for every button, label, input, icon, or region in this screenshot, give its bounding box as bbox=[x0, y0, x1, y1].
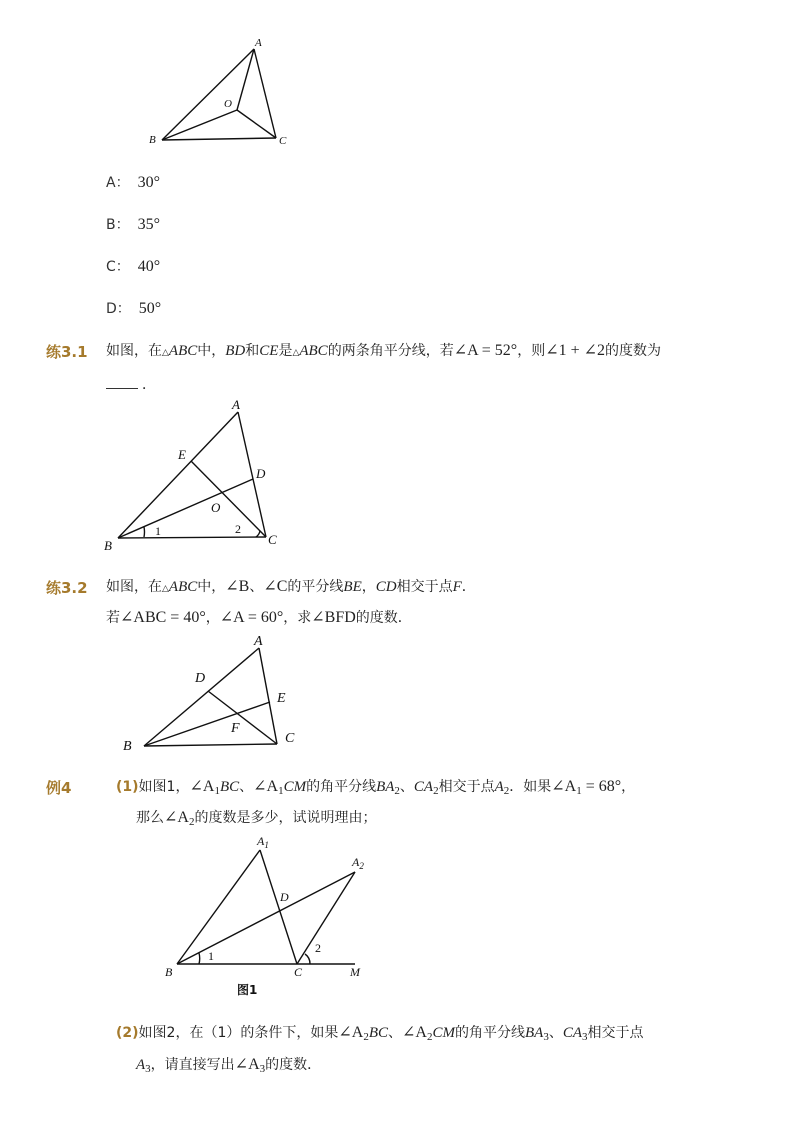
edge-bc bbox=[144, 744, 277, 746]
point-o-label: O bbox=[211, 500, 221, 515]
example-4-part1-line1: (1)如图1，$\angle A_1BC$、$\angle A_1CM$的角平分线$BA_2$、$CA_2$相交于点$A_2$．如果$\angle A_1 = 68^\circ$， bbox=[116, 778, 636, 797]
bisector-b-a2 bbox=[177, 872, 355, 964]
point-a1-label: $A_1$ bbox=[257, 834, 269, 850]
angle-2-arc bbox=[256, 531, 260, 537]
example-4-part2-line1: (2)如图2，在（1）的条件下，如果$\angle A_2BC$、$\angle A_2CM$的角平分线$BA_3$、$CA_3$相交于点 bbox=[116, 1024, 644, 1043]
bisector-cd bbox=[208, 691, 277, 744]
point-a-label: A bbox=[254, 634, 263, 649]
point-c-label: C bbox=[294, 965, 303, 979]
edge-ac bbox=[259, 648, 277, 744]
exercise-3-1-text: 如图，在△ABC中，BD和CE是△ABC的两条角平分线，若∠A = 52°，则∠1 + ∠2的度数为 bbox=[106, 342, 662, 359]
angle-2-arc bbox=[305, 954, 310, 964]
point-o-label: O bbox=[224, 98, 232, 110]
edge-bc bbox=[118, 537, 266, 538]
option-value: 40° bbox=[137, 258, 161, 275]
example-4-part1-line2: 那么$\angle A_2$的度数是多少，试说明理由； bbox=[136, 809, 377, 828]
edge-ab bbox=[162, 49, 254, 140]
option-a[interactable] bbox=[106, 172, 160, 192]
point-c-label: C bbox=[279, 135, 287, 147]
option-b[interactable] bbox=[106, 214, 160, 234]
example-label-4: 例4 bbox=[46, 779, 72, 797]
angle-1-label: 1 bbox=[208, 949, 214, 963]
answer-blank-line[interactable]: ． bbox=[106, 374, 156, 396]
option-letter: D： bbox=[106, 301, 131, 317]
angle-1-label: 1 bbox=[155, 524, 161, 538]
edge-ab bbox=[118, 412, 238, 538]
edge-bo bbox=[162, 110, 237, 140]
point-b-label: B bbox=[123, 739, 132, 754]
angle-1-arc bbox=[199, 953, 200, 964]
exercise-3-2-line1: 如图，在△ABC中，∠B、∠C的平分线BE，CD相交于点F． bbox=[106, 578, 476, 595]
point-d-label: D bbox=[280, 890, 289, 904]
point-c-label: C bbox=[285, 731, 295, 746]
example-4-part2-line2: $A_3$，请直接写出$\angle A_3$的度数． bbox=[136, 1056, 322, 1075]
figure-3-2 bbox=[115, 630, 315, 756]
exercise-3-2-line2: 若∠ABC = 40°，∠A = 60°，求∠BFD的度数． bbox=[106, 609, 412, 626]
figure-caption: 图1 bbox=[237, 983, 258, 997]
angle-2-label: 2 bbox=[315, 941, 321, 955]
point-d-label: D bbox=[256, 466, 266, 481]
exercise-label-3-1: 练3.1 bbox=[46, 343, 88, 361]
exercise-label-3-2: 练3.2 bbox=[46, 579, 88, 597]
option-c[interactable] bbox=[106, 256, 160, 276]
option-letter: A： bbox=[106, 175, 130, 191]
point-b-label: B bbox=[104, 538, 112, 553]
point-c-label: C bbox=[268, 532, 277, 547]
point-b-label: B bbox=[165, 965, 173, 979]
figure-ex4-1 bbox=[155, 828, 385, 1000]
edge-bc bbox=[162, 138, 276, 140]
bisector-c-a2 bbox=[297, 872, 355, 964]
option-d[interactable] bbox=[106, 298, 161, 318]
option-value: 50° bbox=[138, 300, 162, 317]
point-a-label: A bbox=[232, 397, 240, 412]
point-e-label: E bbox=[178, 447, 186, 462]
point-m-label: M bbox=[350, 965, 360, 979]
point-a-label: A bbox=[255, 37, 262, 49]
option-value: 35° bbox=[137, 216, 161, 233]
bisector-bd bbox=[118, 479, 253, 538]
edge-a1-c bbox=[260, 850, 297, 964]
option-letter: C： bbox=[106, 259, 130, 275]
point-d-label: D bbox=[195, 671, 206, 686]
angle-2-label: 2 bbox=[235, 522, 241, 536]
bisector-ce bbox=[191, 461, 266, 537]
point-b-label: B bbox=[149, 134, 156, 146]
point-a2-label: $A_2$ bbox=[352, 855, 364, 871]
edge-a1-b bbox=[177, 850, 260, 964]
option-letter: B： bbox=[106, 217, 130, 233]
edge-ab bbox=[144, 648, 259, 746]
point-f-label: F bbox=[231, 721, 240, 736]
figure-triangle-o bbox=[140, 34, 300, 154]
option-value: 30° bbox=[137, 174, 160, 191]
point-e-label: E bbox=[277, 691, 286, 706]
figure-3-1 bbox=[100, 395, 290, 555]
